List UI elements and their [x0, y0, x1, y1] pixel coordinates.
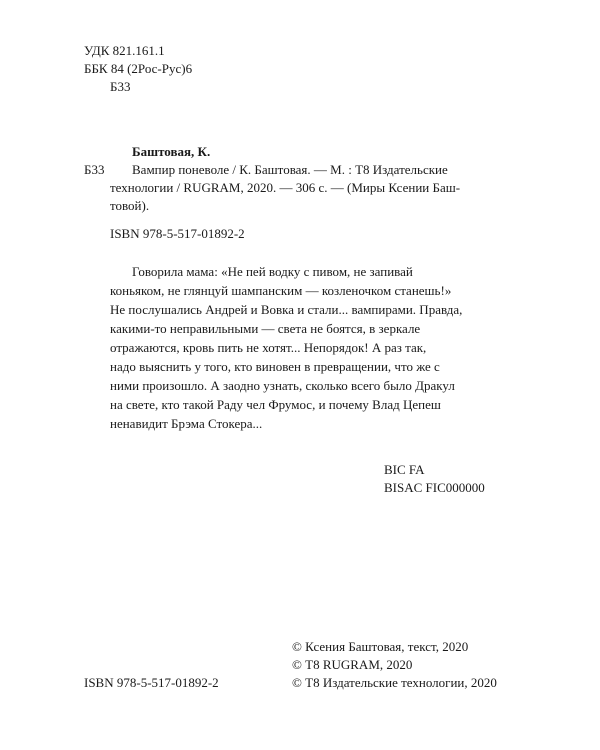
bisac-code: BISAC FIC000000 [384, 480, 485, 495]
author-sign: Б33 [110, 79, 131, 94]
copyright-line: © Т8 Издательские технологии, 2020 [292, 675, 497, 690]
annotation-line: ненавидит Брэма Стокера... [110, 416, 263, 431]
bbk-code: ББК 84 (2Рос-Рус)6 [84, 61, 193, 76]
annotation-line: Говорила мама: «Не пей водку с пивом, не запивай [132, 264, 413, 279]
catalog-isbn: ISBN 978-5-517-01892-2 [110, 226, 245, 241]
copyright-line: © Т8 RUGRAM, 2020 [292, 657, 413, 672]
annotation-line: Не послушались Андрей и Вовка и стали... вампирами. Правда, [110, 302, 463, 317]
catalog-left-code: Б33 [84, 162, 105, 177]
annotation-line: надо выяснить у того, кто виновен в превращении, что же с [110, 359, 440, 374]
copyright-line: © Ксения Баштовая, текст, 2020 [292, 639, 469, 654]
annotation-line: отражаются, кровь пить не хотят... Непорядок! А раз так, [110, 340, 427, 355]
author-heading: Баштовая, К. [132, 144, 211, 159]
annotation-line: ними произошло. А заодно узнать, сколько всего было Дракул [110, 378, 455, 393]
footer-isbn: ISBN 978-5-517-01892-2 [84, 675, 219, 690]
bic-code: BIC FA [384, 462, 425, 477]
annotation-line: на свете, кто такой Раду чел Фрумос, и почему Влад Цепеш [110, 397, 441, 412]
description-line: товой). [110, 198, 150, 213]
description-line: Вампир поневоле / К. Баштовая. — М. : Т8 Издательские [132, 162, 448, 177]
annotation-line: какими-то неправильными — света не боятся, в зеркале [110, 321, 421, 336]
annotation-line: коньяком, не глянцуй шампанским — козленочком станешь!» [110, 283, 452, 298]
description-line: технологии / RUGRAM, 2020. — 306 с. — (Миры Ксении Баш- [110, 180, 461, 195]
udk-code: УДК 821.161.1 [84, 43, 165, 58]
